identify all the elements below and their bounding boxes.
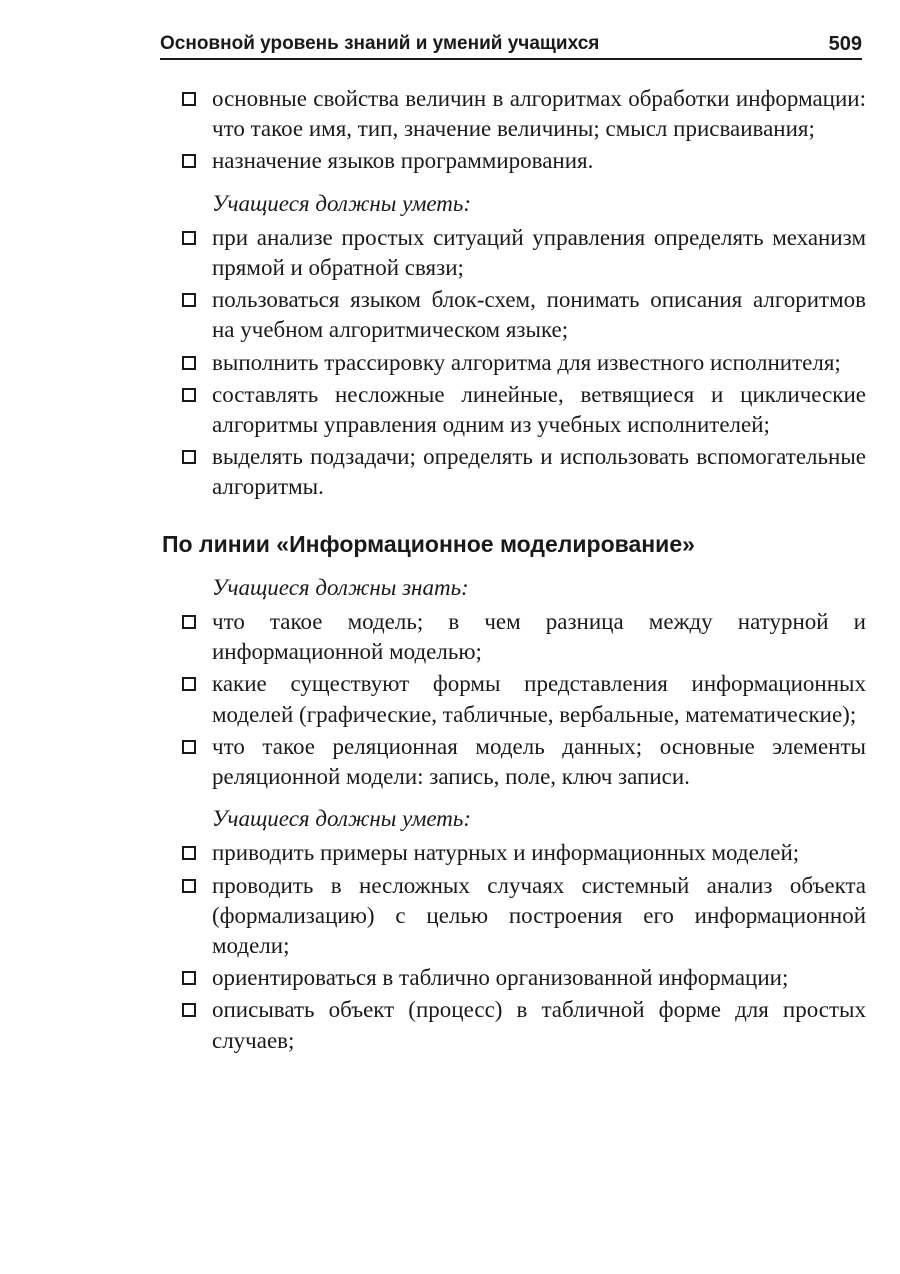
section-heading: По линии «Информационное моделирование» [162,530,695,557]
checkbox-bullet-icon [182,615,196,629]
list-item [176,963,866,993]
list-item [176,732,866,792]
running-header [160,30,862,60]
checkbox-bullet-icon [182,154,196,168]
list-item [176,146,866,176]
list-item-text: пользоваться языком блок-схем, понимать описания алгоритмов на учебном алгоритмическом языке; [212,287,866,343]
page-number: 509 [828,33,862,55]
list-item [176,348,866,378]
running-header-title: Основной уровень знаний и умений учащихся [160,33,600,54]
checkbox-bullet-icon [182,388,196,402]
list-item [176,607,866,667]
list-item-text: составлять несложные линейные, ветвящиеся и циклические алгоритмы управления одним из учебных исполнителей; [212,381,866,438]
list-item-text: назначение языков программирования. [212,148,594,174]
checkbox-bullet-icon [182,293,196,307]
checkbox-bullet-icon [182,450,196,464]
list-item-text: описывать объект (процесс) в табличной форме для простых случаев; [212,997,866,1053]
subheading: Учащиеся должны уметь: [212,190,472,216]
list-item [176,995,866,1055]
list-item-text: какие существуют формы представления информационных моделей (графические, табличные, вербальные, математические); [212,671,866,727]
list-item-text: приводить примеры натурных и информационных моделей; [212,840,800,866]
checkbox-bullet-icon [182,677,196,691]
list-item [176,442,866,502]
checkbox-bullet-icon [182,740,196,754]
page-content [162,84,866,1058]
checkbox-bullet-icon [182,879,196,893]
checkbox-bullet-icon [182,356,196,370]
list-item-text: что такое модель; в чем разница между натурной и информационной моделью; [212,609,866,665]
checkbox-bullet-icon [182,971,196,985]
list-item [176,838,866,868]
list-item-text: проводить в несложных случаях системный анализ объекта (формализацию) с целью построения его информационной модели; [212,872,866,959]
list-item [176,871,866,962]
checkbox-bullet-icon [182,1003,196,1017]
list-item-text: выделять подзадачи; определять и использовать вспомогательные алгоритмы. [212,444,866,500]
list-item-text: при анализе простых ситуаций управления определять механизм прямой и обратной связи; [212,224,866,281]
list-item [176,669,866,729]
list-item-text: что такое реляционная модель данных; основные элементы реляционной модели: запись, поле, ключ записи. [212,733,866,790]
checkbox-bullet-icon [182,846,196,860]
checkbox-bullet-icon [182,231,196,245]
list-item-text: основные свойства величин в алгоритмах обработки информации: что такое имя, тип, значение величины; смысл присваивания; [212,86,866,142]
list-item [176,84,866,144]
subheading: Учащиеся должны знать: [212,574,469,600]
list-item-text: ориентироваться в таблично организованной информации; [212,965,789,991]
list-item-text: выполнить трассировку алгоритма для известного исполнителя; [212,349,841,375]
list-item [176,285,866,345]
subheading: Учащиеся должны уметь: [212,806,472,832]
checkbox-bullet-icon [182,92,196,106]
list-item [176,380,866,440]
list-item [176,223,866,283]
